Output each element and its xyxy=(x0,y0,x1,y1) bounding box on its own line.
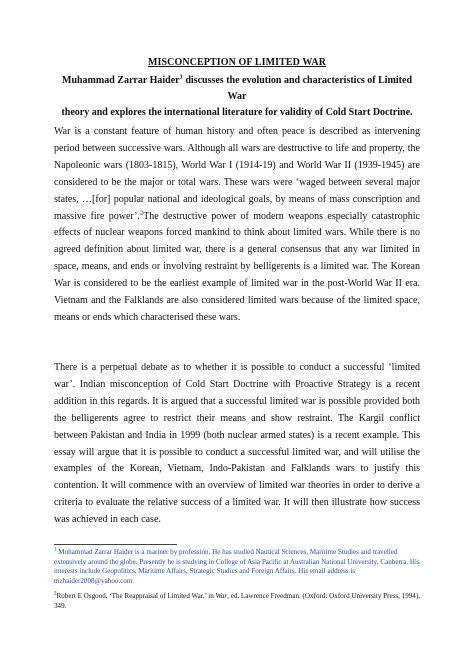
intro-text-line1: discusses the evolution and characteristics of Limited War xyxy=(182,75,412,102)
paragraph-1-text-b: The destructive power of modern weapons especially catastrophic effects of nuclear weapons forced mankind to think about limited wars. While there is no agreed definition about limited war, there is a general consensus that any war limited in space, means, and ends or involving restraint by belligerents is a limited war. The Korean War is considered to be the earliest example of limited war in the post-World War II era. Vietnam and the Falklands are also considered limited wars because of the limited space, means or ends which characterised these wars. xyxy=(54,210,420,323)
paragraph-1-text-a: War is a constant feature of human history and often peace is described as intervening period between successive wars. Although all wars are destructive to life and property, the Napoleonic wars (1803-1815), World War I (1914-19) and World War II (1939-1945) are considered to be the major or total wars. These wars were ‘waged between several major states, …[for] popular national and ideological goals, by means of mass conscription and massive fire power’. xyxy=(54,126,420,222)
body-paragraph-2 xyxy=(54,360,420,529)
footnote-2 xyxy=(54,592,426,611)
paragraph-2-text: There is a perpetual debate as to whether it is possible to conduct a successful ‘limited war’. Indian misconception of Cold Start Doctrine with Proactive Strategy is a recent addition in this regards. It is argued that a successful limited war is possible provided both the belligerents agree to restrict their means and show restraint. The Kargil conflict between Pakistan and India in 1999 (both nuclear armed states) is a recent example. This essay will argue that it is possible to conduct a successful limited war, and will utilise the examples of the Korean, Vietnam, Indo-Pakistan and Falklands wars to justify this contention. It will commence with an overview of limited war theories in order to derive a criteria to evaluate the relative success of a limited war. It will then illustrate how success was achieved in each case. xyxy=(54,362,420,526)
author-name: Muhammad Zarrar Haider xyxy=(62,75,180,86)
footnote-2-book-title: War xyxy=(215,592,228,600)
footnote-1-text: Muhammad Zarrar Haider is a mariner by profession. He has studied Nautical Sciences, Maritime Studies and travelled extensively around the globe. Presently he is studying in College of Asia Pacific at Australian National University, Canberra. His interests include Geopolitics, Maritime Affairs, Strategic Studies and Foreign Affairs. His email address is mzhaider2008@yahoo.com. xyxy=(54,548,420,585)
document-title: MISCONCEPTION OF LIMITED WAR xyxy=(147,57,327,68)
intro-text-line2: theory and explores the international literature for validity of Cold Start Doctrine. xyxy=(61,107,413,118)
footnotes-section xyxy=(54,548,426,617)
body-paragraph-1 xyxy=(54,124,420,327)
footnote-separator xyxy=(54,544,177,545)
intro-statement xyxy=(54,73,420,121)
footnote-ref-1[interactable]: 1 xyxy=(179,73,183,81)
footnote-2-text-a: Robert E Osgood, ‘The Reappraisal of Limited War,’ in xyxy=(56,592,216,600)
footnote-2-text-b: , ed. Lawrence Freedman. (Oxford: Oxford University Press, 1994), 349. xyxy=(54,592,420,610)
footnote-2-mark: 2 xyxy=(54,591,57,597)
footnote-1 xyxy=(54,548,426,586)
footnote-ref-2[interactable]: 2 xyxy=(139,209,144,217)
footnote-1-mark: 1 xyxy=(54,547,57,553)
